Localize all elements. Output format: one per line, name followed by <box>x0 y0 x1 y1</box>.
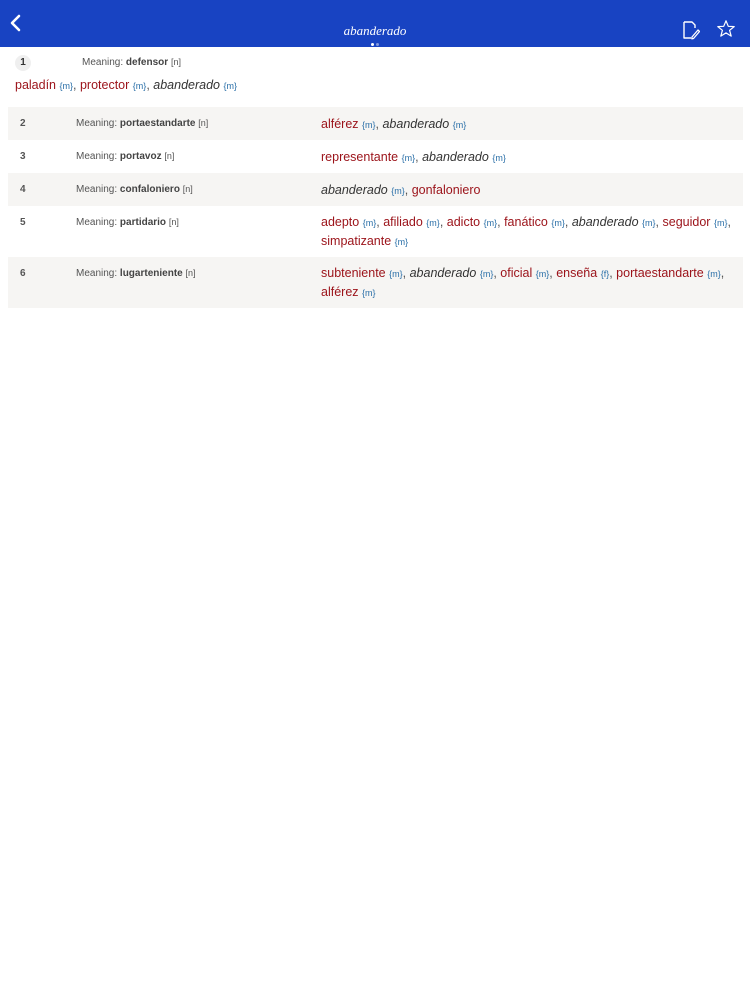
translations: alférez {m}, abanderado {m} <box>321 117 467 131</box>
navigation-bar <box>0 0 750 47</box>
translation-word[interactable]: simpatizante <box>321 234 392 248</box>
gender-tag: {m} <box>401 153 416 163</box>
translation-word[interactable]: afiliado <box>383 215 423 229</box>
entry-5 <box>8 206 743 257</box>
meaning-label: Meaning: <box>76 268 118 279</box>
meaning-label: Meaning: <box>82 57 124 68</box>
meaning-line <box>76 116 208 131</box>
translation-word[interactable]: alférez <box>321 285 359 299</box>
translation-word: abanderado <box>422 150 489 164</box>
star-outline-icon[interactable] <box>716 19 736 39</box>
entry-number: 1 <box>15 55 31 71</box>
meaning-word[interactable]: lugarteniente <box>119 268 183 279</box>
translation-word[interactable]: alférez <box>321 117 359 131</box>
part-of-speech: [n] <box>182 184 193 194</box>
translation-word: abanderado <box>409 266 477 280</box>
part-of-speech: [n] <box>164 151 175 161</box>
gender-tag: {f} <box>600 269 610 279</box>
entry-6 <box>8 257 743 308</box>
meaning-line <box>76 266 196 281</box>
meaning-line <box>76 182 193 197</box>
entry-3 <box>8 140 743 173</box>
meaning-word[interactable]: confaloniero <box>119 184 180 195</box>
translation-word[interactable]: portaestandarte <box>616 266 704 280</box>
meaning-label: Meaning: <box>76 184 118 195</box>
translation-word[interactable]: gonfaloniero <box>411 183 481 197</box>
meaning-label: Meaning: <box>76 217 118 228</box>
translation-word[interactable]: paladín <box>15 78 57 92</box>
translations: paladín {m}, protector {m}, abanderado {m} <box>15 78 237 92</box>
meaning-label: Meaning: <box>76 118 118 129</box>
gender-tag: {m} <box>394 237 409 247</box>
meaning-word[interactable]: defensor <box>125 57 169 68</box>
gender-tag: {m} <box>707 269 721 279</box>
part-of-speech: [n] <box>168 217 179 227</box>
translation-word[interactable]: adepto <box>321 215 360 229</box>
entry-1 <box>0 47 750 107</box>
translation-word[interactable]: protector <box>79 78 130 92</box>
translation-word[interactable]: oficial <box>500 266 533 280</box>
meaning-line <box>76 149 174 164</box>
page-indicator <box>0 40 750 46</box>
part-of-speech: [n] <box>170 57 181 67</box>
part-of-speech: [n] <box>198 118 209 128</box>
meaning-line <box>82 55 181 70</box>
gender-tag: {m} <box>132 81 147 91</box>
entry-2 <box>8 107 743 140</box>
gender-tag: {m} <box>452 120 467 130</box>
translation-word[interactable]: fanático <box>504 215 548 229</box>
gender-tag: {m} <box>492 153 506 163</box>
entry-number: 5 <box>20 217 26 228</box>
translation-word[interactable]: adicto <box>446 215 481 229</box>
entry-number: 2 <box>20 118 26 129</box>
page-title: abanderado <box>343 23 407 38</box>
gender-tag: {m} <box>642 218 656 228</box>
part-of-speech: [n] <box>185 268 196 278</box>
meaning-word[interactable]: partidario <box>119 217 167 228</box>
translation-word: abanderado <box>571 215 639 229</box>
translation-word[interactable]: enseña <box>556 266 598 280</box>
entry-4 <box>8 173 743 206</box>
page-dot <box>376 43 379 46</box>
gender-tag: {m} <box>551 218 565 228</box>
meaning-line <box>76 215 179 230</box>
gender-tag: {m} <box>362 120 376 130</box>
gender-tag: {m} <box>426 218 440 228</box>
gender-tag: {m} <box>223 81 237 91</box>
translations: subteniente {m}, abanderado {m}, oficial {m}, enseña {f}, portaestandarte {m}, alférez {m} <box>321 266 725 299</box>
gender-tag: {m} <box>483 218 498 228</box>
gender-tag: {m} <box>479 269 494 279</box>
meaning-label: Meaning: <box>76 151 118 162</box>
gender-tag: {m} <box>59 81 74 91</box>
translation-word: abanderado <box>382 117 450 131</box>
translation-word: abanderado <box>321 183 388 197</box>
entry-number: 4 <box>20 184 26 195</box>
translations: abanderado {m}, gonfaloniero <box>321 183 481 197</box>
meaning-word[interactable]: portaestandarte <box>119 118 196 129</box>
gender-tag: {m} <box>391 186 405 196</box>
gender-tag: {m} <box>362 218 377 228</box>
translations: adepto {m}, afiliado {m}, adicto {m}, fanático {m}, abanderado {m}, seguidor {m}, simpatizante {m} <box>321 215 731 248</box>
translation-word[interactable]: seguidor <box>662 215 711 229</box>
edit-note-icon[interactable] <box>680 20 700 40</box>
entry-number: 3 <box>20 151 26 162</box>
gender-tag: {m} <box>535 269 550 279</box>
gender-tag: {m} <box>389 269 403 279</box>
entry-number: 6 <box>20 268 26 279</box>
gender-tag: {m} <box>713 218 728 228</box>
translation-word[interactable]: representante <box>321 150 399 164</box>
page-dot-active <box>371 43 374 46</box>
meaning-word[interactable]: portavoz <box>119 151 162 162</box>
translations: representante {m}, abanderado {m} <box>321 150 506 164</box>
translation-word[interactable]: subteniente <box>321 266 386 280</box>
translation-word: abanderado <box>153 78 220 92</box>
gender-tag: {m} <box>362 288 376 298</box>
